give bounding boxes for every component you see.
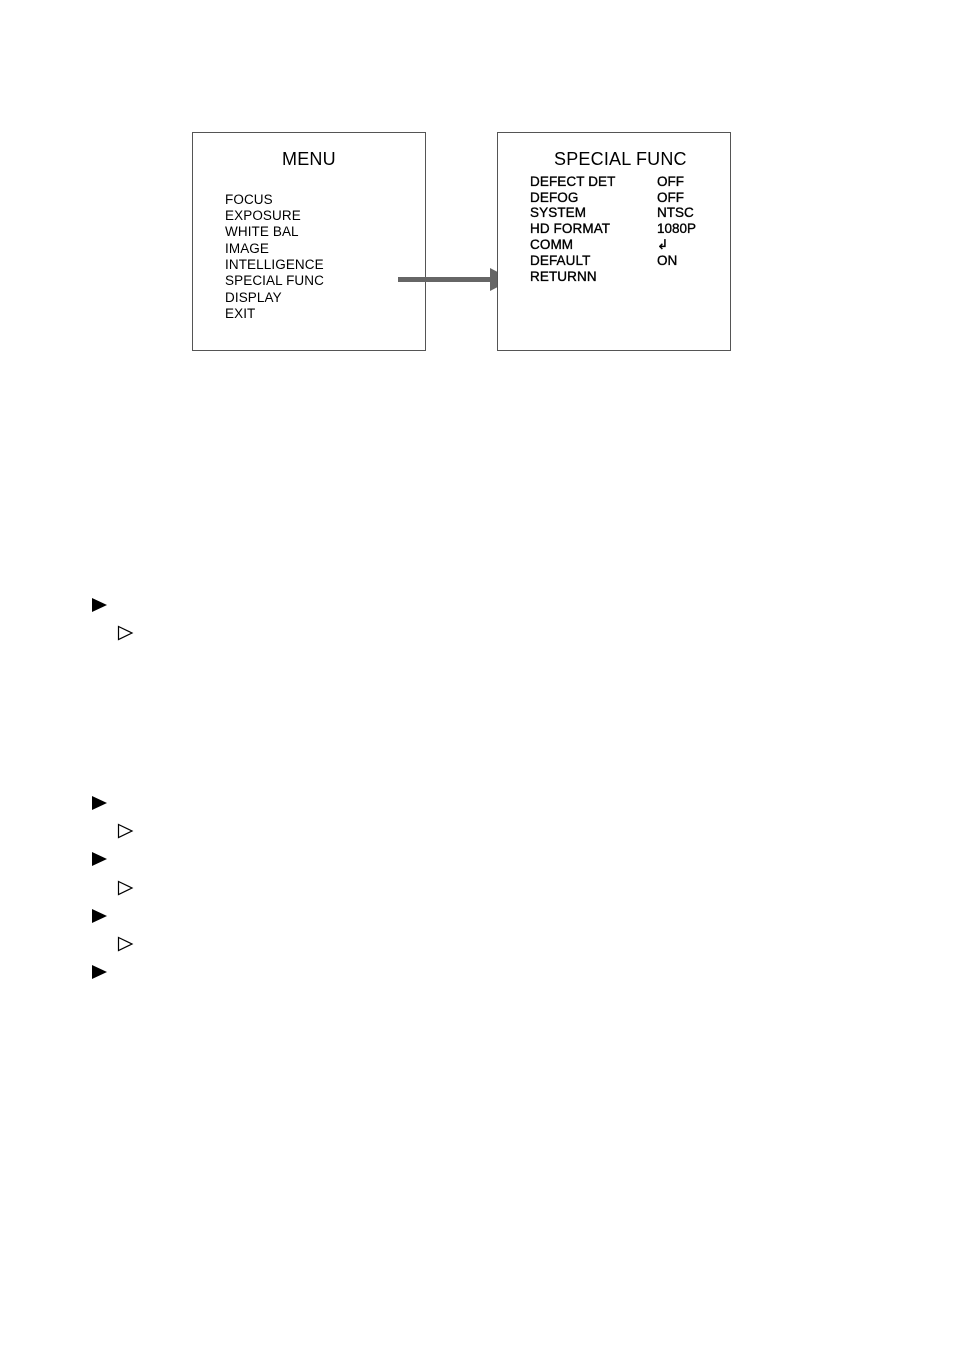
- special-func-label-system: SYSTEM: [530, 205, 587, 220]
- special-func-title: SPECIAL FUNC: [554, 149, 687, 169]
- outline-triangle-bullet-icon: [117, 822, 135, 840]
- special-func-label-defog: DEFOG: [530, 190, 579, 205]
- special-func-value-hd-format: 1080P: [657, 221, 697, 236]
- special-func-value-defect-det: OFF: [657, 174, 684, 189]
- special-func-menu-box: [497, 132, 731, 351]
- outline-triangle-bullet-icon: [117, 879, 135, 897]
- special-func-value-system: NTSC: [657, 205, 694, 220]
- special-func-value-comm: ↲: [657, 237, 669, 252]
- main-menu-title: MENU: [282, 149, 336, 169]
- main-menu-item-intelligence: INTELLIGENCE: [225, 257, 324, 272]
- special-func-label-default: DEFAULT: [530, 253, 591, 268]
- main-menu-item-focus: FOCUS: [225, 192, 273, 207]
- special-func-label-hd-format: HD FORMAT: [530, 221, 611, 236]
- filled-triangle-bullet-icon: [91, 794, 109, 812]
- filled-triangle-bullet-icon: [91, 963, 109, 981]
- special-func-value-default: ON: [657, 253, 678, 268]
- main-menu-item-image: IMAGE: [225, 241, 270, 256]
- main-menu-item-exit: EXIT: [225, 306, 256, 321]
- filled-triangle-bullet-icon: [91, 596, 109, 614]
- main-menu-item-display: DISPLAY: [225, 290, 282, 305]
- filled-triangle-bullet-icon: [91, 907, 109, 925]
- filled-triangle-bullet-icon: [91, 850, 109, 868]
- outline-triangle-bullet-icon: [117, 624, 135, 642]
- special-func-value-defog: OFF: [657, 190, 684, 205]
- main-menu-box: [192, 132, 426, 351]
- special-func-label-defect-det: DEFECT DET: [530, 174, 616, 189]
- outline-triangle-bullet-icon: [117, 935, 135, 953]
- main-menu-item-special-func: SPECIAL FUNC: [225, 273, 324, 288]
- main-menu-item-white-bal: WHITE BAL: [225, 224, 299, 239]
- main-menu-item-exposure: EXPOSURE: [225, 208, 301, 223]
- special-func-label-returnn: RETURNN: [530, 269, 597, 284]
- special-func-label-comm: COMM: [530, 237, 574, 252]
